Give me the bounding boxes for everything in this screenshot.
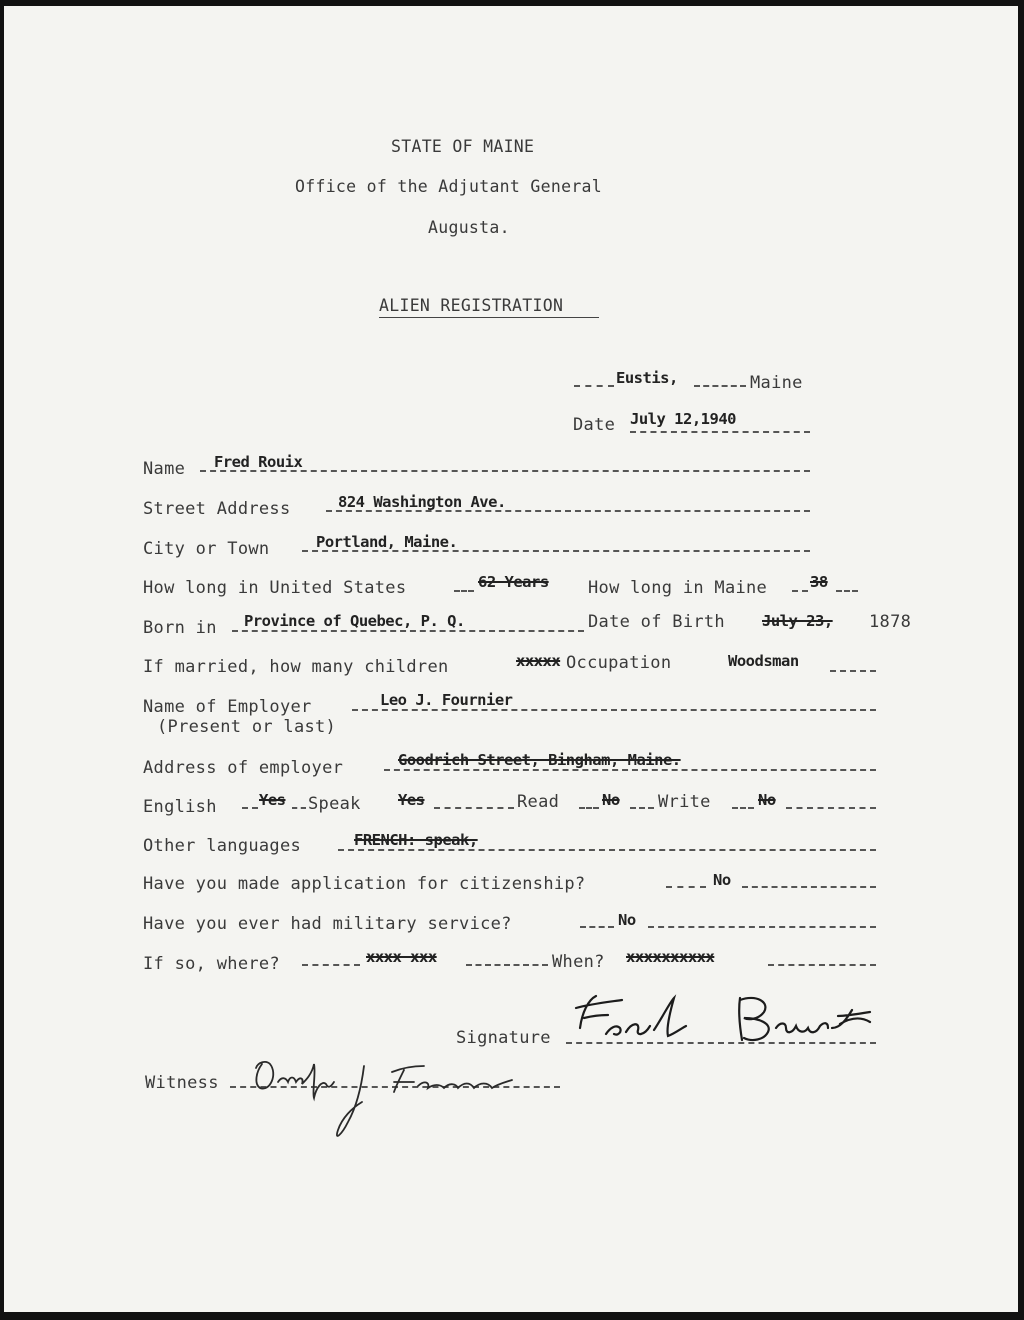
citizenship-label: Have you made application for citizenship? — [143, 874, 586, 894]
dash-line — [292, 807, 306, 809]
dash-line — [579, 807, 599, 809]
state-heading: STATE OF MAINE — [391, 137, 535, 156]
applicant-signature — [570, 988, 880, 1048]
form-title: ALIEN REGISTRATION — [379, 296, 564, 315]
speak-value: Yes — [398, 791, 425, 809]
citizenship-value: No — [713, 871, 731, 889]
dash-line — [466, 964, 548, 966]
birth-year: 1878 — [869, 612, 912, 632]
us-years-label: How long in United States — [143, 578, 407, 598]
employer-label: Name of Employer — [143, 697, 312, 717]
dash-line — [338, 849, 876, 851]
dash-line — [792, 590, 808, 592]
where-value: xxxx xxx — [366, 948, 437, 966]
city-label: City or Town — [143, 539, 270, 559]
office-heading: Office of the Adjutant General — [295, 177, 603, 196]
other-languages-label: Other languages — [143, 836, 302, 856]
dash-line — [242, 807, 258, 809]
witness-signature — [244, 1052, 544, 1152]
city-value: Portland, Maine. — [316, 533, 458, 551]
dash-line — [648, 926, 876, 928]
dash-line — [742, 886, 876, 888]
us-years-value: 62 Years — [478, 573, 549, 591]
state-label: Maine — [750, 373, 803, 393]
birth-date-value: July 23, — [762, 612, 833, 630]
street-value: 824 Washington Ave. — [338, 493, 506, 511]
write-label: Write — [658, 792, 711, 812]
dash-line — [232, 630, 584, 632]
dash-line — [352, 709, 876, 711]
maine-years-label: How long in Maine — [588, 578, 768, 598]
dash-line — [302, 550, 810, 552]
employer-address-value: Goodrich Street, Bingham, Maine. — [398, 751, 681, 769]
city-heading: Augusta. — [428, 218, 510, 237]
when-value: xxxxxxxxxx — [626, 948, 715, 966]
form-title-underline — [379, 317, 599, 318]
dash-line — [454, 590, 474, 592]
other-languages-value: FRENCH: speak, — [354, 831, 478, 849]
name-value: Fred Rouix — [214, 453, 303, 471]
dash-line — [666, 886, 706, 888]
witness-label: Witness — [145, 1073, 219, 1093]
dash-line — [630, 807, 654, 809]
dash-line — [580, 926, 614, 928]
date-value: July 12,1940 — [630, 410, 736, 428]
read-label: Read — [517, 792, 560, 812]
maine-years-value: 38 — [810, 573, 828, 591]
birth-date-label: Date of Birth — [588, 612, 725, 632]
where-label: If so, where? — [143, 954, 280, 974]
dash-line — [786, 807, 876, 809]
write-value: No — [758, 791, 776, 809]
children-value: xxxxx — [516, 652, 561, 670]
when-label: When? — [552, 952, 605, 972]
read-value: No — [602, 791, 620, 809]
town-value: Eustis, — [616, 369, 678, 387]
street-label: Street Address — [143, 499, 291, 519]
employer-sublabel: (Present or last) — [157, 717, 337, 737]
dash-line — [574, 385, 614, 387]
dash-line — [732, 807, 754, 809]
occupation-label: Occupation — [566, 653, 672, 673]
speak-label: Speak — [308, 794, 361, 814]
children-label: If married, how many children — [143, 657, 449, 677]
registration-form — [4, 6, 1018, 1312]
dash-line — [830, 670, 876, 672]
dash-line — [694, 385, 746, 387]
born-in-label: Born in — [143, 618, 217, 638]
dash-line — [200, 470, 810, 472]
dash-line — [768, 964, 876, 966]
english-value: Yes — [259, 791, 286, 809]
english-label: English — [143, 797, 217, 817]
employer-address-label: Address of employer — [143, 758, 344, 778]
name-label: Name — [143, 459, 186, 479]
born-in-value: Province of Quebec, P. Q. — [244, 612, 465, 630]
military-value: No — [618, 911, 636, 929]
dash-line — [630, 431, 810, 433]
occupation-value: Woodsman — [728, 652, 799, 670]
dash-line — [326, 510, 810, 512]
date-label: Date — [573, 415, 616, 435]
military-label: Have you ever had military service? — [143, 914, 512, 934]
signature-label: Signature — [456, 1028, 551, 1048]
dash-line — [384, 769, 876, 771]
dash-line — [836, 590, 858, 592]
dash-line — [302, 964, 360, 966]
dash-line — [434, 807, 514, 809]
employer-value: Leo J. Fournier — [380, 691, 513, 709]
